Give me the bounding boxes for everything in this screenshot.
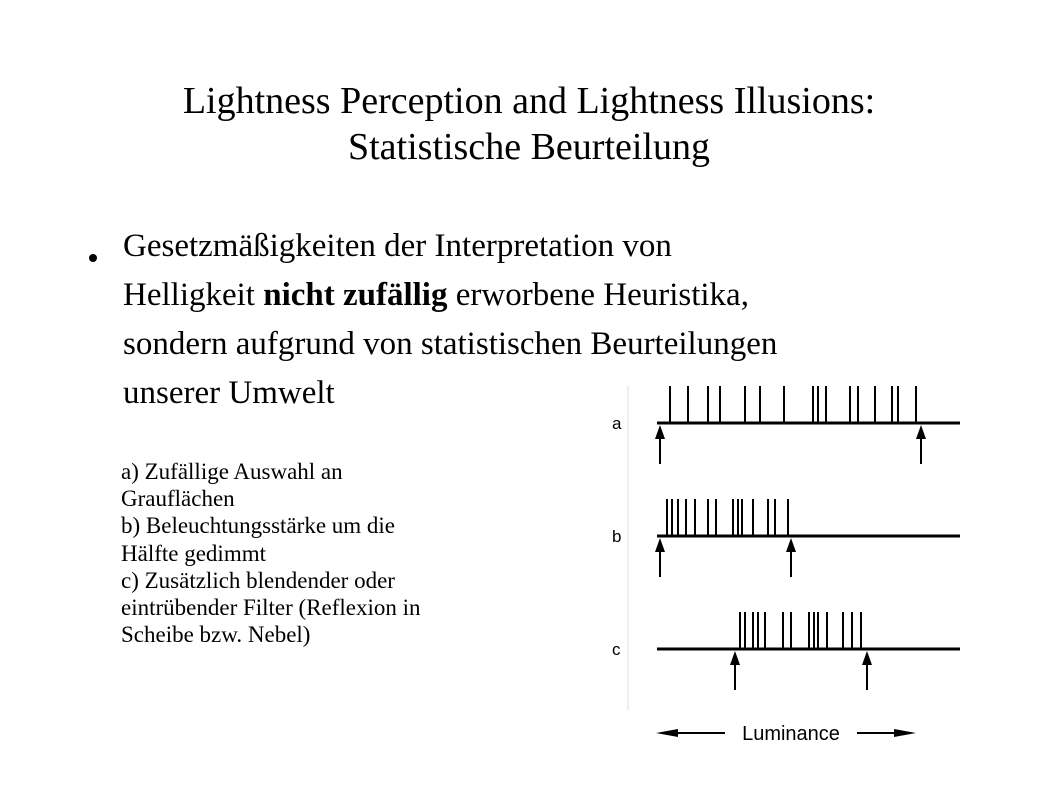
- caption-line: b) Beleuchtungsstärke um die: [121, 513, 396, 539]
- caption-line: Scheibe bzw. Nebel): [121, 622, 311, 648]
- caption-line: eintrübender Filter (Reflexion in: [121, 595, 421, 621]
- luminance-axis-label: Luminance: [742, 723, 840, 745]
- range-arrow-head-icon: [916, 425, 926, 439]
- range-arrow-head-icon: [730, 651, 740, 665]
- bullet-line-4: unserer Umwelt: [123, 375, 335, 411]
- range-arrow-head-icon: [786, 538, 796, 552]
- title-line-1: Lightness Perception and Lightness Illusions:: [182, 80, 876, 122]
- panel-label: c: [612, 640, 621, 659]
- range-arrow-head-icon: [655, 425, 665, 439]
- panel-label: b: [612, 527, 622, 546]
- panel-label: a: [612, 414, 622, 433]
- title-line-2: Statistische Beurteilung: [347, 126, 710, 168]
- caption-line: a) Zufällige Auswahl an: [121, 459, 343, 484]
- bullet-line-2-post: erworbene Heuristika,: [447, 277, 749, 313]
- bullet-line-3: sondern aufgrund von statistischen Beurteilungen: [123, 326, 778, 362]
- caption-line: c) Zusätzlich blendender oder: [121, 567, 395, 593]
- bullet-line-2-pre: Helligkeit: [123, 277, 264, 313]
- arrow-right-icon: [894, 729, 916, 737]
- caption-line: Grauflächen: [121, 486, 235, 512]
- bullet-emphasis: nicht zufällig: [263, 277, 448, 313]
- bullet-line-1: Gesetzmäßigkeiten der Interpretation von: [123, 228, 672, 264]
- range-arrow-head-icon: [655, 538, 665, 552]
- caption-line: Hälfte gedimmt: [121, 540, 266, 566]
- range-arrow-head-icon: [862, 651, 872, 665]
- arrow-left-icon: [656, 729, 678, 737]
